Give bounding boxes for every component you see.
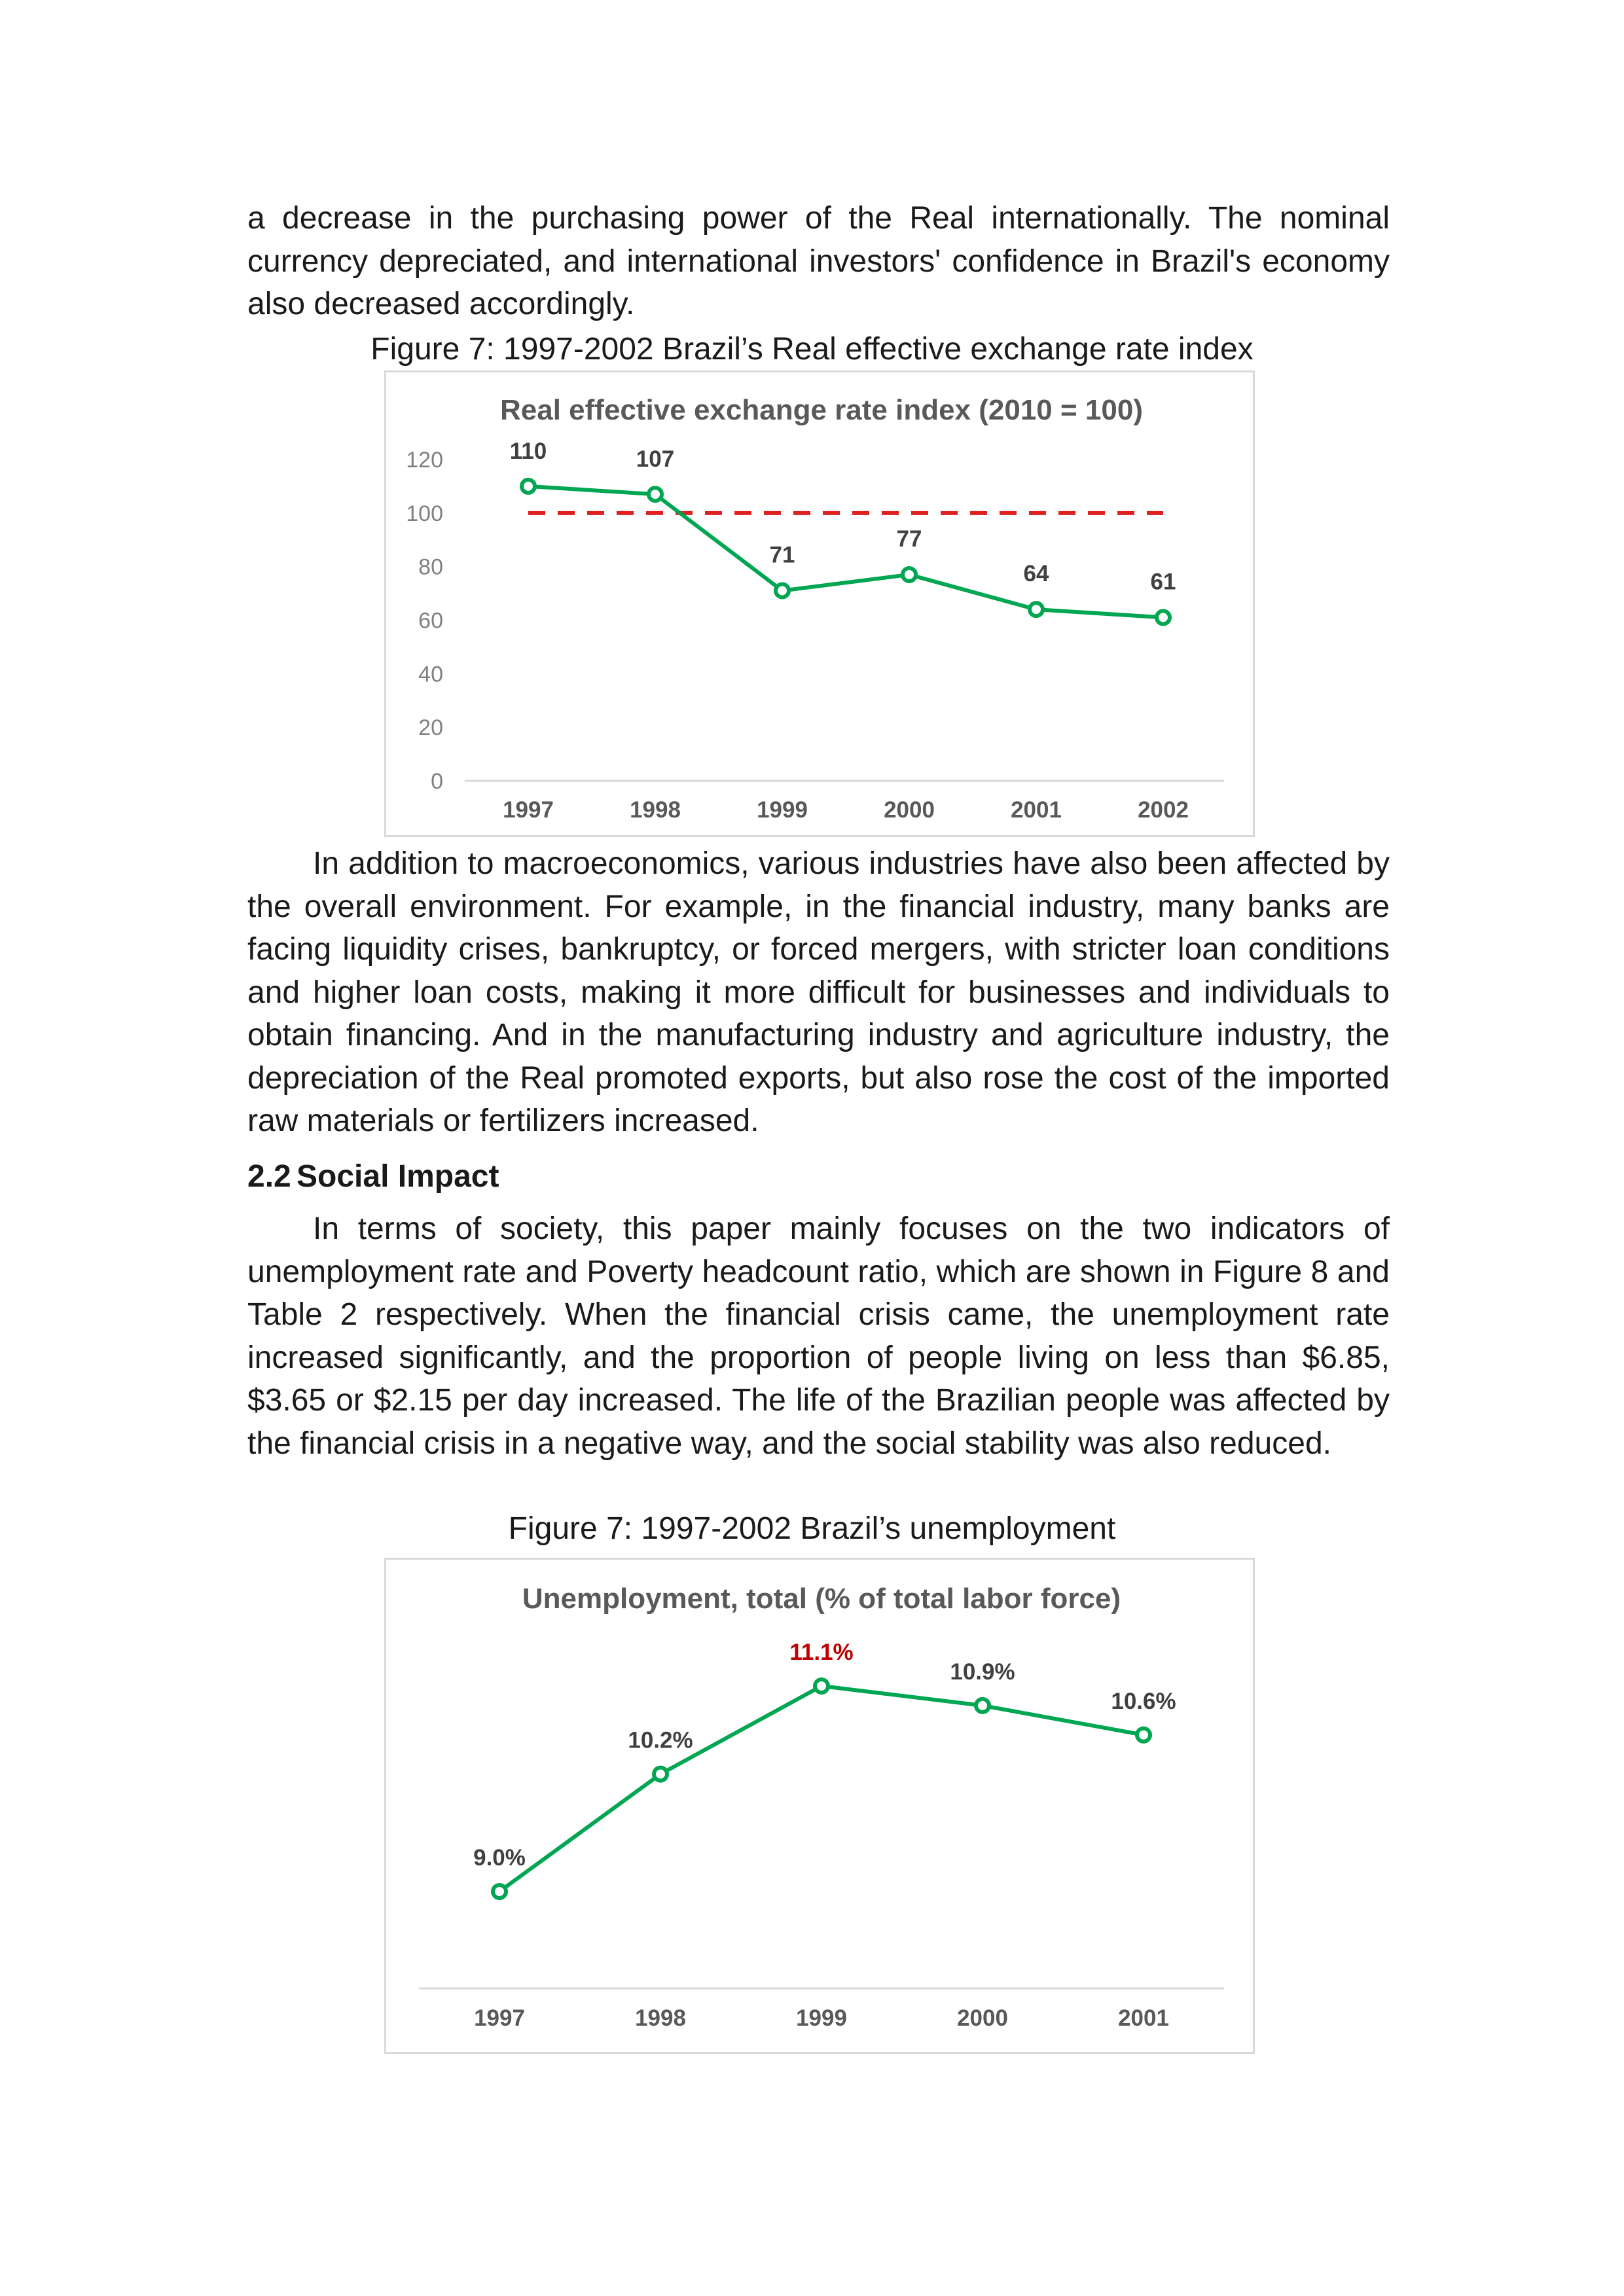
data-point xyxy=(976,1699,989,1712)
exchange-rate-chart xyxy=(384,370,1255,837)
data-label: 61 xyxy=(1150,569,1176,595)
data-label: 10.9% xyxy=(950,1659,1015,1685)
paragraph-intro: a decrease in the purchasing power of the Real internationally. The nominal currency depreciated, and international investors' confidence in Brazil's economy also decreased accordingly. xyxy=(247,201,1390,321)
y-tick-label: 40 xyxy=(418,662,443,687)
data-label: 71 xyxy=(769,542,795,568)
exchange-rate-chart-svg xyxy=(386,372,1257,839)
chart-title: Real effective exchange rate index (2010 = 100) xyxy=(500,394,1143,426)
data-point xyxy=(776,584,789,597)
data-label: 107 xyxy=(636,446,675,473)
figure-caption-unemployment: Figure 7: 1997-2002 Brazil’s unemployment xyxy=(508,1511,1116,1546)
section-heading xyxy=(247,1157,499,1196)
data-label: 11.1% xyxy=(789,1640,854,1665)
data-point xyxy=(649,488,662,501)
x-tick-label: 2001 xyxy=(1118,2005,1169,2031)
section-number: 2.2 xyxy=(247,1159,291,1194)
data-label: 77 xyxy=(896,526,922,552)
series-line xyxy=(499,1686,1144,1892)
y-tick-label: 0 xyxy=(431,769,443,794)
data-point xyxy=(522,480,535,493)
data-point xyxy=(1157,611,1170,624)
data-point xyxy=(654,1768,667,1781)
data-point xyxy=(493,1885,506,1898)
data-label: 10.2% xyxy=(628,1727,693,1753)
y-tick-label: 100 xyxy=(406,501,443,526)
data-label: 64 xyxy=(1023,561,1049,587)
y-tick-label: 120 xyxy=(406,448,443,473)
data-point xyxy=(903,568,916,581)
data-label: 110 xyxy=(509,438,547,464)
unemployment-chart xyxy=(384,1558,1255,2054)
y-tick-label: 80 xyxy=(418,554,443,580)
data-point xyxy=(1030,603,1043,616)
data-point xyxy=(815,1679,828,1693)
chart-title: Unemployment, total (% of total labor force) xyxy=(522,1583,1121,1615)
x-tick-label: 2000 xyxy=(957,2005,1008,2031)
x-tick-label: 2001 xyxy=(1011,797,1062,823)
x-tick-label: 2000 xyxy=(884,797,935,823)
y-tick-label: 60 xyxy=(418,608,443,634)
x-tick-label: 2002 xyxy=(1138,797,1189,823)
x-tick-label: 1999 xyxy=(796,2005,847,2031)
data-point xyxy=(1137,1729,1150,1742)
data-label: 9.0% xyxy=(473,1845,526,1871)
section-title: Social Impact xyxy=(297,1159,499,1194)
x-tick-label: 1997 xyxy=(503,797,554,823)
unemployment-chart-svg xyxy=(386,1560,1257,2056)
paragraph-society: In terms of society, this paper mainly focuses on the two indicators of unemployment rate and Poverty headcount ratio, which are shown in Figure 8 and Table 2 respectively. When the financial crisis came, the unemployment rate increased significantly, and the proportion of people living on less than $6.85, $3.65 or $2.15 per day increased. The life of the Brazilian people was affected by the financial crisis in a negative way, and the social stability was also reduced. xyxy=(247,1211,1390,1461)
x-tick-label: 1997 xyxy=(474,2005,525,2031)
paragraph-industries: In addition to macroeconomics, various industries have also been affected by the overall environment. For example, in the financial industry, many banks are facing liquidity crises, bankruptcy, or forced mergers, with stricter loan conditions and higher loan costs, making it more difficult for businesses and individuals to obtain financing. And in the manufacturing industry and agriculture industry, the depreciation of the Real promoted exports, but also rose the cost of the imported raw materials or fertilizers increased. xyxy=(247,846,1390,1138)
data-label: 10.6% xyxy=(1111,1688,1176,1714)
x-tick-label: 1999 xyxy=(757,797,808,823)
y-tick-label: 20 xyxy=(418,715,443,741)
series-line xyxy=(528,486,1163,617)
figure-caption-exchange-rate: Figure 7: 1997-2002 Brazil’s Real effective exchange rate index xyxy=(370,332,1254,367)
x-tick-label: 1998 xyxy=(635,2005,686,2031)
x-tick-label: 1998 xyxy=(630,797,681,823)
